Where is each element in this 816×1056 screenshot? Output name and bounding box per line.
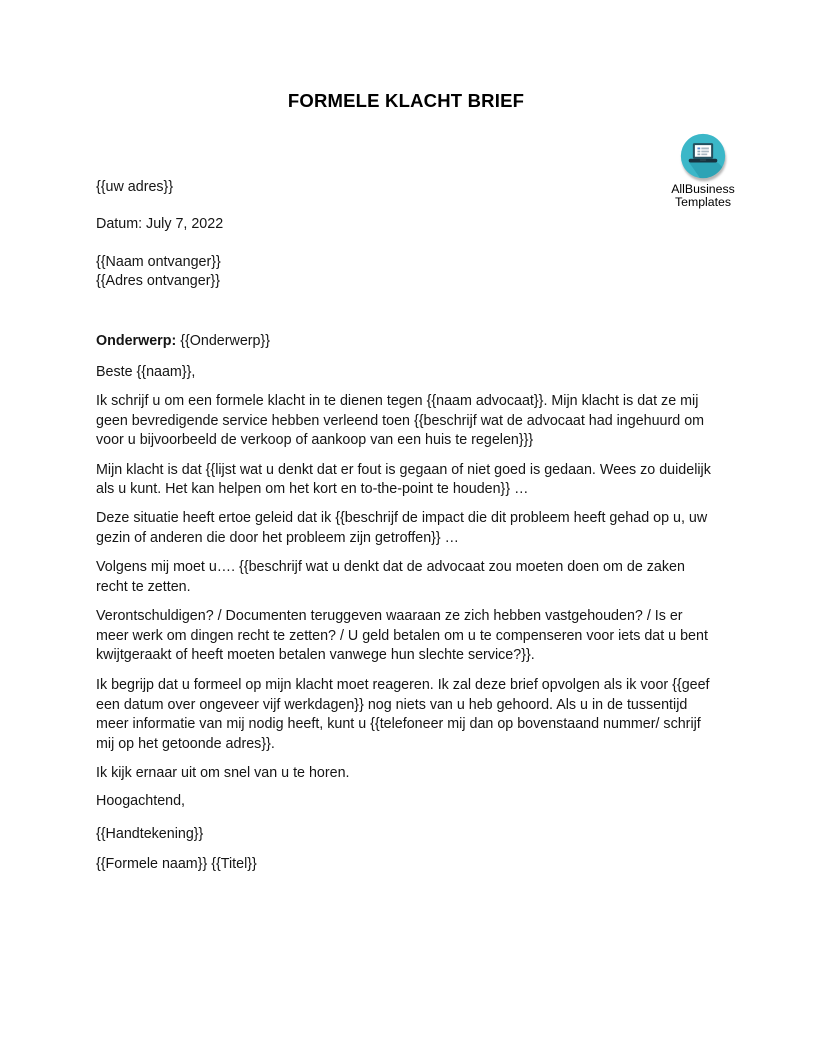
paragraph-impact: Deze situatie heeft ertoe geleid dat ik {{beschrijf de impact die dit probleem heeft gehad op u, uw gezin of anderen die door het probleem zijn getroffen}} … [96,510,708,546]
date-line: Datum: July 7, 2022 [96,216,224,233]
signoff: Hoogachtend, [96,793,186,810]
logo-text-line2: Templates [674,195,732,209]
recipient-name: {{Naam ontvanger}} [96,253,221,270]
letter-title: FORMELE KLACHT BRIEF [287,90,525,111]
subject-line [96,332,716,351]
sender-address: {{uw adres}} [96,179,174,195]
name-and-title: {{Formele naam}} {{Titel}} [96,856,257,873]
paragraph-remedies: Verontschuldigen? / Documenten teruggeven waaraan ze zich hebben vastgehouden? / Is er meer werk om dingen recht te zetten? / U geld betalen om u te compenseren voor iets dat u bent kwijtgeraakt of heeft moeten betalen vanwege hun slechte service?}}. [96,608,708,663]
letter-body [96,0,716,875]
recipient-block [96,253,716,292]
paragraph-complaint-intro: Ik schrijf u om een formele klacht in te dienen tegen {{naam advocaat}}. Mijn klacht is dat ze mij geen bevredigende service hebben verleend toen {{beschrijf wat de advocaat had ingehuurd om voor u bijvoorbeeld de verkoop of aankoop van een huis te regelen}}} [96,393,705,449]
paragraph-followup: Ik begrijp dat u formeel op mijn klacht moet reageren. Ik zal deze brief opvolgen als ik voor {{geef een datum over ongeveer vijf werkdagen}} nog niets van u heb gehoord. Als u in de tussentijd meer informatie van mij nodig heeft, kunt u {{telefoneer mij dan op bovenstaand nummer/ schrijf mij op het getoonde adres}}. [96,677,710,752]
salutation: Beste {{naam}}, [96,364,196,381]
subject-label: Onderwerp: [96,332,177,349]
logo-text-line1: AllBusiness [671,182,735,196]
paragraph-demand: Volgens mij moet u…. {{beschrijf wat u denkt dat de advocaat zou moeten doen om de zaken recht te zetten. [96,559,685,595]
recipient-address: {{Adres ontvanger}} [96,273,221,290]
signature-placeholder: {{Handtekening}} [96,825,204,842]
closing-line: Ik kijk ernaar uit om snel van u te horen. [96,764,350,781]
subject-value: {{Onderwerp}} [180,332,271,349]
paragraph-complaint-detail: Mijn klacht is dat {{lijst wat u denkt dat er fout is gegaan of niet goed is gedaan. Wees zo duidelijk als u kunt. Het kan helpen om het kort en to-the-point te houden}} … [96,461,711,498]
